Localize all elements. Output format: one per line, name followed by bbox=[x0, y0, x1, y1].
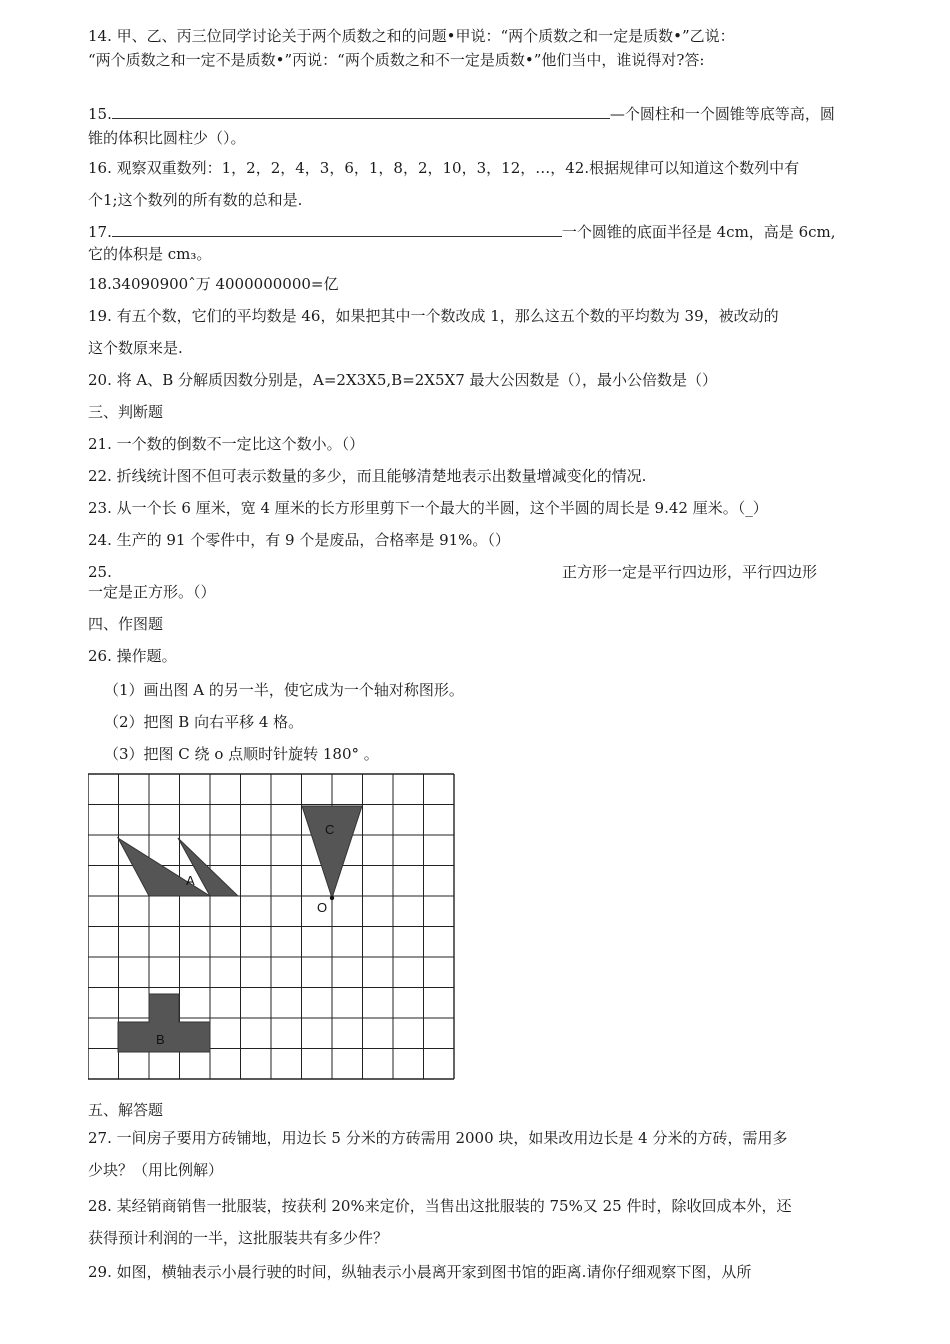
question-20: 20. 将 A、B 分解质因数分别是，A=2X3X5,B=2X5X7 最大公因数是（），最小公倍数是（） bbox=[88, 371, 718, 389]
question-28-line-2: 获得预计利润的一半，这批服装共有多少件？ bbox=[88, 1229, 389, 1247]
section-heading-solving: 五、解答题 bbox=[88, 1101, 164, 1119]
question-26-sub-3: （3）把图 C 绕 o 点顺时针旋转 180° 。 bbox=[104, 745, 379, 763]
question-15-number: 15. bbox=[88, 105, 112, 123]
section-heading-judgement: 三、判断题 bbox=[88, 403, 164, 421]
question-26-sub-2: （2）把图 B 向右平移 4 格。 bbox=[104, 713, 304, 731]
question-17-line-1 bbox=[88, 222, 836, 242]
question-22: 22. 折线统计图不但可表示数量的多少，而且能够清楚地表示出数量增减变化的情况. bbox=[88, 467, 647, 485]
question-16-line-2: 个1;这个数列的所有数的总和是. bbox=[88, 191, 303, 209]
shape-c bbox=[302, 806, 362, 898]
question-26-sub-1: （1）画出图 A 的另一半，使它成为一个轴对称图形。 bbox=[104, 681, 464, 699]
question-15-text: —个圆柱和一个圆锥等底等高，圆 bbox=[609, 105, 835, 123]
question-28-line-1: 28. 某经销商销售一批服装，按获利 20%来定价，当售出这批服装的 75%又 25 件时，除收回成本外，还 bbox=[88, 1197, 792, 1215]
answer-blank[interactable] bbox=[112, 222, 562, 237]
question-26-title: 26. 操作题。 bbox=[88, 647, 177, 665]
question-27-line-2: 少块？（用比例解） bbox=[88, 1161, 224, 1179]
question-21: 21. 一个数的倒数不一定比这个数小。（） bbox=[88, 435, 365, 453]
answer-blank[interactable] bbox=[112, 104, 610, 119]
label-b: B bbox=[156, 1032, 165, 1047]
section-heading-drawing: 四、作图题 bbox=[88, 615, 164, 633]
question-19-line-1: 19. 有五个数，它们的平均数是 46，如果把其中一个数改成 1，那么这五个数的平均数为 39，被改动的 bbox=[88, 307, 779, 325]
question-25-line-2: 一定是正方形。（） bbox=[88, 583, 216, 601]
question-25-number: 25. bbox=[88, 563, 112, 581]
question-29-line-1: 29. 如图，横轴表示小晨行驶的时间，纵轴表示小晨离开家到图书馆的距离.请你仔细观察下图，从所 bbox=[88, 1263, 752, 1281]
label-c: C bbox=[325, 822, 335, 837]
question-14-line-2: “两个质数之和一定不是质数•”丙说：“两个质数之和不一定是质数•”他们当中，谁说得对?答: bbox=[88, 51, 705, 69]
label-a: A bbox=[186, 873, 195, 888]
question-27-line-1: 27. 一间房子要用方砖铺地，用边长 5 分米的方砖需用 2000 块，如果改用边长是 4 分米的方砖，需用多 bbox=[88, 1129, 788, 1147]
question-17-line-2: 它的体积是 cm₃。 bbox=[88, 245, 212, 263]
question-17-number: 17. bbox=[88, 223, 112, 241]
question-18: 18.34090900ˆ万 4000000000=亿 bbox=[88, 275, 339, 293]
label-o: O bbox=[317, 900, 328, 915]
question-19-line-2: 这个数原来是. bbox=[88, 339, 183, 357]
question-15-line-2: 锥的体积比圆柱少（）。 bbox=[88, 129, 246, 147]
question-23: 23. 从一个长 6 厘米，宽 4 厘米的长方形里剪下一个最大的半圆，这个半圆的周长是 9.42 厘米。（_） bbox=[88, 499, 768, 517]
question-25-text: 正方形一定是平行四边形，平行四边形 bbox=[562, 563, 818, 581]
question-17-text: 一个圆锥的底面半径是 4cm，高是 6cm, bbox=[561, 223, 836, 241]
question-24: 24. 生产的 91 个零件中，有 9 个是废品，合格率是 91%。（） bbox=[88, 531, 510, 549]
rotation-point-o bbox=[330, 896, 334, 900]
question-16-line-1: 16. 观察双重数列：1，2，2，4，3，6，1，8，2，10，3，12，…，42.根据规律可以知道这个数列中有 bbox=[88, 159, 800, 177]
grid-figure bbox=[88, 772, 466, 1090]
question-15-line-1 bbox=[88, 104, 835, 124]
question-14-line-1: 14. 甲、乙、丙三位同学讨论关于两个质数之和的问题•甲说：“两个质数之和一定是质数•”乙说： bbox=[88, 27, 735, 45]
